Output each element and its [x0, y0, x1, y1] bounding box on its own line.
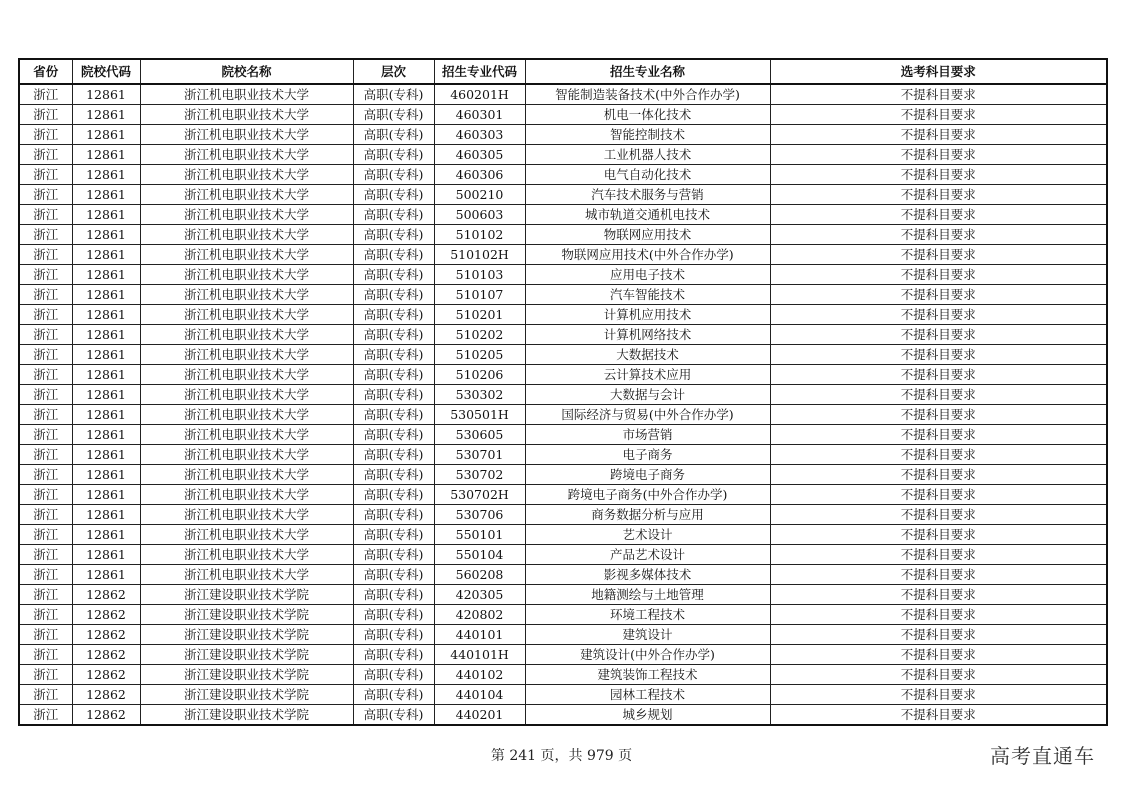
cell-major-code: 460305 [434, 145, 525, 165]
cell-school-name: 浙江建设职业技术学院 [140, 585, 353, 605]
cell-level: 高职(专科) [353, 485, 434, 505]
cell-province: 浙江 [19, 105, 72, 125]
cell-level: 高职(专科) [353, 305, 434, 325]
cell-major-name: 跨境电子商务(中外合作办学) [525, 485, 770, 505]
cell-province: 浙江 [19, 525, 72, 545]
cell-major-code: 550104 [434, 545, 525, 565]
cell-level: 高职(专科) [353, 345, 434, 365]
cell-level: 高职(专科) [353, 505, 434, 525]
table-row [19, 365, 1107, 385]
cell-subject-requirement: 不提科目要求 [770, 385, 1107, 405]
table-row [19, 425, 1107, 445]
cell-subject-requirement: 不提科目要求 [770, 465, 1107, 485]
cell-major-name: 跨境电子商务 [525, 465, 770, 485]
cell-school-code: 12861 [72, 405, 140, 425]
cell-subject-requirement: 不提科目要求 [770, 285, 1107, 305]
cell-major-code: 550101 [434, 525, 525, 545]
cell-school-code: 12861 [72, 525, 140, 545]
cell-level: 高职(专科) [353, 105, 434, 125]
cell-subject-requirement: 不提科目要求 [770, 485, 1107, 505]
cell-school-name: 浙江机电职业技术大学 [140, 205, 353, 225]
table-row [19, 665, 1107, 685]
header-province: 省份 [19, 59, 72, 84]
admissions-sheet [18, 58, 1106, 726]
cell-province: 浙江 [19, 205, 72, 225]
cell-level: 高职(专科) [353, 185, 434, 205]
cell-major-code: 420802 [434, 605, 525, 625]
cell-school-name: 浙江建设职业技术学院 [140, 625, 353, 645]
cell-major-name: 计算机应用技术 [525, 305, 770, 325]
cell-school-code: 12861 [72, 165, 140, 185]
cell-major-code: 510107 [434, 285, 525, 305]
cell-province: 浙江 [19, 505, 72, 525]
cell-subject-requirement: 不提科目要求 [770, 425, 1107, 445]
cell-subject-requirement: 不提科目要求 [770, 545, 1107, 565]
cell-level: 高职(专科) [353, 405, 434, 425]
cell-school-code: 12861 [72, 225, 140, 245]
table-row [19, 605, 1107, 625]
cell-school-code: 12861 [72, 365, 140, 385]
table-row [19, 465, 1107, 485]
cell-major-code: 510202 [434, 325, 525, 345]
table-row [19, 185, 1107, 205]
cell-major-code: 510205 [434, 345, 525, 365]
cell-major-name: 建筑装饰工程技术 [525, 665, 770, 685]
table-row [19, 585, 1107, 605]
cell-school-name: 浙江机电职业技术大学 [140, 285, 353, 305]
cell-major-code: 460303 [434, 125, 525, 145]
cell-school-name: 浙江机电职业技术大学 [140, 425, 353, 445]
admissions-table [18, 58, 1108, 726]
table-row [19, 445, 1107, 465]
cell-school-name: 浙江建设职业技术学院 [140, 645, 353, 665]
cell-school-name: 浙江机电职业技术大学 [140, 165, 353, 185]
cell-school-name: 浙江机电职业技术大学 [140, 525, 353, 545]
cell-province: 浙江 [19, 425, 72, 445]
table-row [19, 145, 1107, 165]
page-number: 第 241 页，共 979 页 [490, 748, 633, 764]
cell-subject-requirement: 不提科目要求 [770, 205, 1107, 225]
cell-province: 浙江 [19, 625, 72, 645]
cell-province: 浙江 [19, 385, 72, 405]
cell-subject-requirement: 不提科目要求 [770, 445, 1107, 465]
table-row [19, 345, 1107, 365]
cell-subject-requirement: 不提科目要求 [770, 305, 1107, 325]
cell-school-code: 12861 [72, 265, 140, 285]
cell-school-name: 浙江机电职业技术大学 [140, 145, 353, 165]
table-row [19, 165, 1107, 185]
cell-major-name: 大数据与会计 [525, 385, 770, 405]
cell-major-name: 环境工程技术 [525, 605, 770, 625]
cell-major-name: 电气自动化技术 [525, 165, 770, 185]
cell-major-name: 城乡规划 [525, 705, 770, 726]
cell-subject-requirement: 不提科目要求 [770, 625, 1107, 645]
table-row [19, 405, 1107, 425]
cell-major-name: 园林工程技术 [525, 685, 770, 705]
cell-subject-requirement: 不提科目要求 [770, 165, 1107, 185]
cell-subject-requirement: 不提科目要求 [770, 505, 1107, 525]
cell-province: 浙江 [19, 365, 72, 385]
cell-school-code: 12861 [72, 465, 140, 485]
cell-major-code: 510206 [434, 365, 525, 385]
cell-major-code: 500603 [434, 205, 525, 225]
cell-school-code: 12861 [72, 205, 140, 225]
header-school-code: 院校代码 [72, 59, 140, 84]
cell-subject-requirement: 不提科目要求 [770, 125, 1107, 145]
cell-major-name: 建筑设计 [525, 625, 770, 645]
cell-major-code: 510201 [434, 305, 525, 325]
cell-major-code: 500210 [434, 185, 525, 205]
cell-level: 高职(专科) [353, 385, 434, 405]
cell-level: 高职(专科) [353, 245, 434, 265]
cell-subject-requirement: 不提科目要求 [770, 345, 1107, 365]
cell-major-code: 440104 [434, 685, 525, 705]
cell-level: 高职(专科) [353, 565, 434, 585]
cell-level: 高职(专科) [353, 225, 434, 245]
cell-province: 浙江 [19, 245, 72, 265]
cell-school-code: 12861 [72, 565, 140, 585]
cell-major-name: 智能制造装备技术(中外合作办学) [525, 84, 770, 105]
cell-level: 高职(专科) [353, 84, 434, 105]
cell-major-name: 电子商务 [525, 445, 770, 465]
cell-province: 浙江 [19, 585, 72, 605]
cell-school-name: 浙江机电职业技术大学 [140, 125, 353, 145]
cell-major-name: 产品艺术设计 [525, 545, 770, 565]
cell-level: 高职(专科) [353, 285, 434, 305]
cell-level: 高职(专科) [353, 545, 434, 565]
table-row [19, 205, 1107, 225]
cell-school-code: 12861 [72, 505, 140, 525]
cell-level: 高职(专科) [353, 425, 434, 445]
cell-major-code: 530701 [434, 445, 525, 465]
cell-major-code: 440101 [434, 625, 525, 645]
cell-level: 高职(专科) [353, 645, 434, 665]
cell-province: 浙江 [19, 645, 72, 665]
cell-province: 浙江 [19, 605, 72, 625]
cell-level: 高职(专科) [353, 165, 434, 185]
cell-major-code: 420305 [434, 585, 525, 605]
cell-major-name: 工业机器人技术 [525, 145, 770, 165]
cell-subject-requirement: 不提科目要求 [770, 185, 1107, 205]
cell-major-code: 530706 [434, 505, 525, 525]
cell-school-code: 12861 [72, 425, 140, 445]
cell-province: 浙江 [19, 185, 72, 205]
cell-subject-requirement: 不提科目要求 [770, 365, 1107, 385]
cell-major-code: 510102H [434, 245, 525, 265]
cell-province: 浙江 [19, 705, 72, 726]
cell-subject-requirement: 不提科目要求 [770, 665, 1107, 685]
cell-major-code: 560208 [434, 565, 525, 585]
cell-school-code: 12862 [72, 645, 140, 665]
watermark-logo-text: 高考直通车 [990, 744, 1095, 768]
cell-school-code: 12861 [72, 84, 140, 105]
cell-province: 浙江 [19, 305, 72, 325]
cell-school-code: 12861 [72, 545, 140, 565]
table-row [19, 125, 1107, 145]
cell-subject-requirement: 不提科目要求 [770, 645, 1107, 665]
table-row [19, 225, 1107, 245]
cell-level: 高职(专科) [353, 445, 434, 465]
cell-level: 高职(专科) [353, 605, 434, 625]
cell-subject-requirement: 不提科目要求 [770, 525, 1107, 545]
cell-major-name: 影视多媒体技术 [525, 565, 770, 585]
cell-school-code: 12861 [72, 485, 140, 505]
cell-major-name: 汽车技术服务与营销 [525, 185, 770, 205]
cell-school-name: 浙江机电职业技术大学 [140, 245, 353, 265]
cell-major-name: 智能控制技术 [525, 125, 770, 145]
table-row [19, 525, 1107, 545]
cell-province: 浙江 [19, 465, 72, 485]
cell-province: 浙江 [19, 405, 72, 425]
cell-school-code: 12862 [72, 605, 140, 625]
cell-major-code: 440201 [434, 705, 525, 726]
cell-major-code: 530605 [434, 425, 525, 445]
cell-school-code: 12861 [72, 345, 140, 365]
cell-school-code: 12861 [72, 185, 140, 205]
cell-major-name: 大数据技术 [525, 345, 770, 365]
cell-subject-requirement: 不提科目要求 [770, 705, 1107, 726]
cell-province: 浙江 [19, 565, 72, 585]
cell-major-code: 510102 [434, 225, 525, 245]
cell-school-name: 浙江机电职业技术大学 [140, 445, 353, 465]
cell-major-code: 460301 [434, 105, 525, 125]
cell-province: 浙江 [19, 265, 72, 285]
cell-school-code: 12861 [72, 325, 140, 345]
cell-level: 高职(专科) [353, 125, 434, 145]
table-row [19, 285, 1107, 305]
table-row [19, 705, 1107, 726]
cell-school-name: 浙江机电职业技术大学 [140, 545, 353, 565]
cell-subject-requirement: 不提科目要求 [770, 685, 1107, 705]
cell-major-code: 440102 [434, 665, 525, 685]
cell-major-code: 530702 [434, 465, 525, 485]
cell-province: 浙江 [19, 145, 72, 165]
table-row [19, 485, 1107, 505]
cell-school-name: 浙江机电职业技术大学 [140, 465, 353, 485]
cell-level: 高职(专科) [353, 685, 434, 705]
cell-major-name: 机电一体化技术 [525, 105, 770, 125]
cell-school-code: 12862 [72, 685, 140, 705]
cell-subject-requirement: 不提科目要求 [770, 405, 1107, 425]
cell-level: 高职(专科) [353, 205, 434, 225]
cell-school-code: 12861 [72, 445, 140, 465]
cell-level: 高职(专科) [353, 665, 434, 685]
cell-school-name: 浙江机电职业技术大学 [140, 225, 353, 245]
cell-province: 浙江 [19, 685, 72, 705]
table-row [19, 645, 1107, 665]
table-row [19, 245, 1107, 265]
header-major-code: 招生专业代码 [434, 59, 525, 84]
table-header-row [19, 59, 1107, 84]
cell-school-name: 浙江机电职业技术大学 [140, 105, 353, 125]
cell-province: 浙江 [19, 84, 72, 105]
cell-level: 高职(专科) [353, 465, 434, 485]
cell-province: 浙江 [19, 285, 72, 305]
table-row [19, 325, 1107, 345]
cell-major-name: 云计算技术应用 [525, 365, 770, 385]
table-row [19, 385, 1107, 405]
cell-level: 高职(专科) [353, 625, 434, 645]
cell-major-code: 510103 [434, 265, 525, 285]
cell-school-name: 浙江机电职业技术大学 [140, 385, 353, 405]
table-row [19, 84, 1107, 105]
cell-subject-requirement: 不提科目要求 [770, 84, 1107, 105]
cell-province: 浙江 [19, 325, 72, 345]
table-body [19, 84, 1107, 725]
header-major-name: 招生专业名称 [525, 59, 770, 84]
cell-major-name: 物联网应用技术(中外合作办学) [525, 245, 770, 265]
cell-major-name: 汽车智能技术 [525, 285, 770, 305]
table-row [19, 625, 1107, 645]
cell-level: 高职(专科) [353, 325, 434, 345]
cell-province: 浙江 [19, 165, 72, 185]
cell-school-code: 12862 [72, 585, 140, 605]
cell-subject-requirement: 不提科目要求 [770, 605, 1107, 625]
cell-level: 高职(专科) [353, 145, 434, 165]
cell-school-name: 浙江建设职业技术学院 [140, 685, 353, 705]
cell-province: 浙江 [19, 345, 72, 365]
cell-subject-requirement: 不提科目要求 [770, 105, 1107, 125]
cell-school-name: 浙江机电职业技术大学 [140, 185, 353, 205]
cell-school-code: 12861 [72, 145, 140, 165]
header-school-name: 院校名称 [140, 59, 353, 84]
cell-school-code: 12861 [72, 105, 140, 125]
cell-major-name: 建筑设计(中外合作办学) [525, 645, 770, 665]
cell-level: 高职(专科) [353, 705, 434, 726]
cell-subject-requirement: 不提科目要求 [770, 245, 1107, 265]
table-row [19, 305, 1107, 325]
cell-school-code: 12862 [72, 665, 140, 685]
table-row [19, 505, 1107, 525]
cell-province: 浙江 [19, 545, 72, 565]
cell-school-name: 浙江机电职业技术大学 [140, 345, 353, 365]
cell-school-name: 浙江建设职业技术学院 [140, 605, 353, 625]
cell-major-name: 物联网应用技术 [525, 225, 770, 245]
cell-school-code: 12861 [72, 285, 140, 305]
cell-school-name: 浙江机电职业技术大学 [140, 84, 353, 105]
cell-major-name: 地籍测绘与土地管理 [525, 585, 770, 605]
cell-school-name: 浙江机电职业技术大学 [140, 485, 353, 505]
cell-school-name: 浙江建设职业技术学院 [140, 705, 353, 726]
cell-school-code: 12861 [72, 125, 140, 145]
cell-major-name: 市场营销 [525, 425, 770, 445]
table-row [19, 105, 1107, 125]
cell-school-code: 12861 [72, 305, 140, 325]
cell-major-code: 460201H [434, 84, 525, 105]
cell-school-name: 浙江建设职业技术学院 [140, 665, 353, 685]
cell-province: 浙江 [19, 225, 72, 245]
header-subject-requirement: 选考科目要求 [770, 59, 1107, 84]
cell-school-name: 浙江机电职业技术大学 [140, 265, 353, 285]
cell-subject-requirement: 不提科目要求 [770, 145, 1107, 165]
cell-subject-requirement: 不提科目要求 [770, 265, 1107, 285]
cell-province: 浙江 [19, 665, 72, 685]
cell-school-code: 12862 [72, 625, 140, 645]
cell-major-code: 460306 [434, 165, 525, 185]
cell-level: 高职(专科) [353, 365, 434, 385]
cell-subject-requirement: 不提科目要求 [770, 225, 1107, 245]
cell-school-name: 浙江机电职业技术大学 [140, 365, 353, 385]
table-row [19, 685, 1107, 705]
cell-province: 浙江 [19, 125, 72, 145]
cell-major-code: 530501H [434, 405, 525, 425]
cell-subject-requirement: 不提科目要求 [770, 325, 1107, 345]
cell-school-name: 浙江机电职业技术大学 [140, 305, 353, 325]
cell-school-name: 浙江机电职业技术大学 [140, 565, 353, 585]
cell-major-code: 530302 [434, 385, 525, 405]
cell-subject-requirement: 不提科目要求 [770, 585, 1107, 605]
cell-level: 高职(专科) [353, 265, 434, 285]
cell-major-name: 商务数据分析与应用 [525, 505, 770, 525]
table-row [19, 265, 1107, 285]
cell-subject-requirement: 不提科目要求 [770, 565, 1107, 585]
cell-school-name: 浙江机电职业技术大学 [140, 505, 353, 525]
cell-major-name: 应用电子技术 [525, 265, 770, 285]
cell-major-name: 艺术设计 [525, 525, 770, 545]
cell-school-code: 12861 [72, 245, 140, 265]
cell-province: 浙江 [19, 485, 72, 505]
cell-school-name: 浙江机电职业技术大学 [140, 325, 353, 345]
cell-major-name: 城市轨道交通机电技术 [525, 205, 770, 225]
cell-major-name: 国际经济与贸易(中外合作办学) [525, 405, 770, 425]
cell-school-name: 浙江机电职业技术大学 [140, 405, 353, 425]
cell-major-code: 440101H [434, 645, 525, 665]
cell-level: 高职(专科) [353, 585, 434, 605]
table-row [19, 565, 1107, 585]
cell-school-code: 12862 [72, 705, 140, 726]
cell-level: 高职(专科) [353, 525, 434, 545]
cell-major-code: 530702H [434, 485, 525, 505]
header-level: 层次 [353, 59, 434, 84]
table-row [19, 545, 1107, 565]
cell-major-name: 计算机网络技术 [525, 325, 770, 345]
cell-school-code: 12861 [72, 385, 140, 405]
cell-province: 浙江 [19, 445, 72, 465]
